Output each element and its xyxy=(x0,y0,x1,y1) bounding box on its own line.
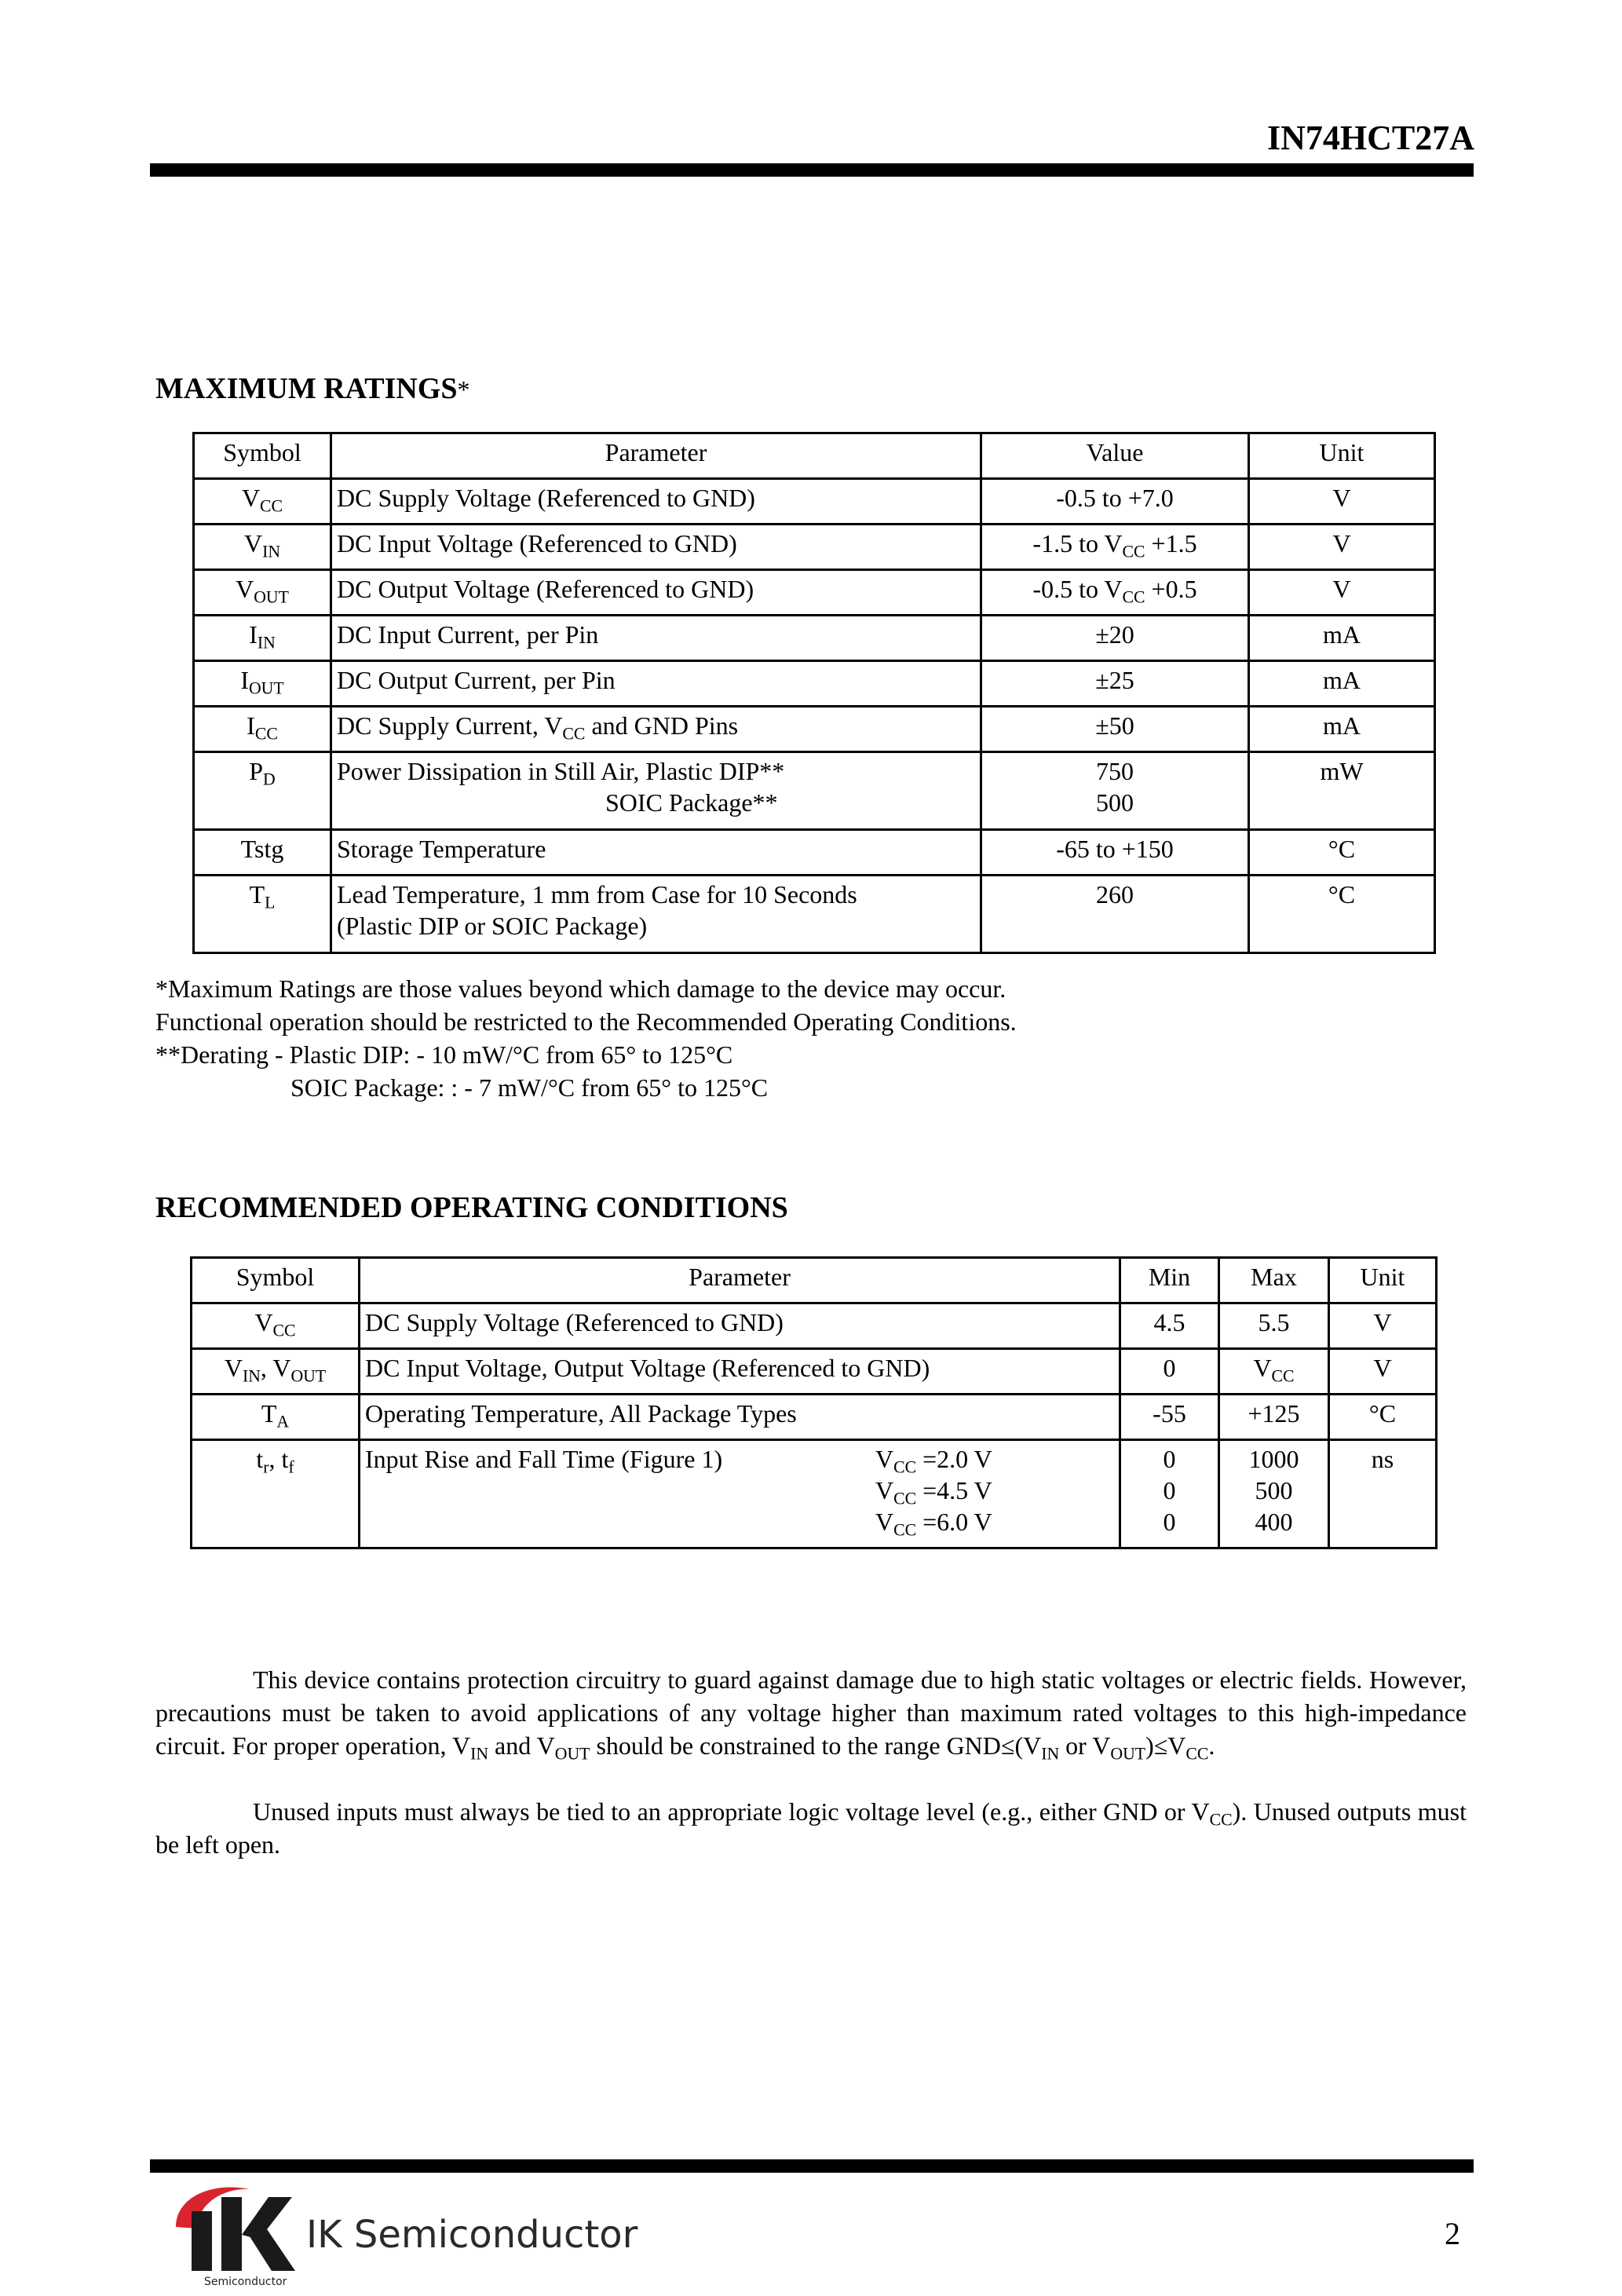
min-cell: 4.5 xyxy=(1120,1303,1219,1349)
recommended-conditions-title: RECOMMENDED OPERATING CONDITIONS xyxy=(155,1191,788,1224)
ik-logo-icon xyxy=(165,2180,306,2277)
value-cell: -1.5 to $V_{CC} +1.5$ xyxy=(981,525,1249,570)
logo-subtext: Semiconductor xyxy=(204,2276,287,2288)
symbol-cell: $V_{CC}$ xyxy=(194,479,331,525)
column-header: Min xyxy=(1120,1258,1219,1303)
derating-note-soic: SOIC Package: : - 7 mW/°C from 65° to 125°C xyxy=(290,1073,769,1102)
value-cell: -0.5 to +7.0 xyxy=(981,479,1249,525)
max-cell: 1000 500 400 xyxy=(1219,1440,1329,1548)
symbol-cell: $I_{OUT}$ xyxy=(194,661,331,707)
table-row xyxy=(194,616,1435,661)
value-cell: ±20 xyxy=(981,616,1249,661)
max-ratings-title-mark: * xyxy=(457,375,470,404)
unit-cell: °C xyxy=(1249,830,1435,876)
column-header: Parameter xyxy=(360,1258,1120,1303)
symbol-cell: $I_{IN}$ xyxy=(194,616,331,661)
unit-cell: V xyxy=(1329,1303,1437,1349)
column-header: Symbol xyxy=(192,1258,360,1303)
unit-cell: mA xyxy=(1249,707,1435,752)
logo-wordmark: IK Semiconductor xyxy=(306,2213,638,2257)
table-row xyxy=(194,525,1435,570)
max-cell: +125 xyxy=(1219,1395,1329,1440)
table-row xyxy=(194,876,1435,953)
table-header-row xyxy=(194,433,1435,479)
recommended-conditions-table xyxy=(190,1256,1438,1549)
table-row xyxy=(194,752,1435,830)
symbol-cell: $T_A$ xyxy=(192,1395,360,1440)
value-cell: 750 500 xyxy=(981,752,1249,830)
unit-cell: mW xyxy=(1249,752,1435,830)
unit-cell: V xyxy=(1249,570,1435,616)
parameter-cell: DC Output Current, per Pin xyxy=(331,661,981,707)
parameter-cell: Storage Temperature xyxy=(331,830,981,876)
table-row xyxy=(192,1303,1437,1349)
symbol-cell: $V_{IN}$ xyxy=(194,525,331,570)
parameter-cell: Power Dissipation in Still Air, Plastic DIP** SOIC Package** xyxy=(331,752,981,830)
table-row xyxy=(194,830,1435,876)
ik-semiconductor-logo xyxy=(165,2180,638,2296)
min-cell: 0 0 0 xyxy=(1120,1440,1219,1548)
symbol-cell: $t_r$, $t_f$ xyxy=(192,1440,360,1548)
parameter-cell: DC Input Current, per Pin xyxy=(331,616,981,661)
parameter-cell: Input Rise and Fall Time (Figure 1) $V_{CC} =2.0$ V $V_{CC} =4.5$ V $V_{CC} =6.0$ V xyxy=(360,1440,1120,1548)
max-ratings-title xyxy=(155,370,470,408)
footer-rule xyxy=(150,2159,1474,2173)
value-cell: ±25 xyxy=(981,661,1249,707)
derating-note: **Derating - Plastic DIP: - 10 mW/°C from 65° to 125°C xyxy=(155,1040,733,1069)
symbol-cell: $V_{IN}$, $V_{OUT}$ xyxy=(192,1349,360,1395)
column-header: Symbol xyxy=(194,433,331,479)
table-row xyxy=(194,570,1435,616)
column-header: Unit xyxy=(1329,1258,1437,1303)
column-header: Value xyxy=(981,433,1249,479)
part-number: IN74HCT27A xyxy=(1266,119,1474,157)
column-header: Unit xyxy=(1249,433,1435,479)
symbol-cell: $V_{CC}$ xyxy=(192,1303,360,1349)
page-number: 2 xyxy=(1445,2216,1460,2251)
unused-inputs-paragraph: Unused inputs must always be tied to an appropriate logic voltage level (e.g., either GND or $V_{CC}$). Unused outputs must be left open. xyxy=(155,1797,1467,1859)
unit-cell: °C xyxy=(1329,1395,1437,1440)
parameter-cell: DC Input Voltage (Referenced to GND) xyxy=(331,525,981,570)
parameter-cell: Operating Temperature, All Package Types xyxy=(360,1395,1120,1440)
parameter-cell: DC Supply Voltage (Referenced to GND) xyxy=(331,479,981,525)
symbol-cell: $I_{CC}$ xyxy=(194,707,331,752)
unit-cell: ns xyxy=(1329,1440,1437,1548)
unit-cell: mA xyxy=(1249,661,1435,707)
min-cell: -55 xyxy=(1120,1395,1219,1440)
max-cell: 5.5 xyxy=(1219,1303,1329,1349)
column-header: Parameter xyxy=(331,433,981,479)
logo-k-lower-arm xyxy=(247,2227,295,2271)
table-row xyxy=(194,707,1435,752)
unit-cell: V xyxy=(1329,1349,1437,1395)
value-cell: 260 xyxy=(981,876,1249,953)
unit-cell: mA xyxy=(1249,616,1435,661)
protection-paragraph: This device contains protection circuitry to guard against damage due to high static voltages or electric fields. However, precautions must be taken to avoid applications of any voltage higher than maximum rated voltages to this high-impedance circuit. For proper operation, $V_{IN}$ and $V_{OUT}$ should be constrained to the range $GND\le(V_{IN}$ or $V_{OUT})\le V_{CC}$. xyxy=(155,1665,1467,1764)
unit-cell: V xyxy=(1249,525,1435,570)
condition-line: $V_{CC} =2.0$ V xyxy=(875,1445,992,1477)
table-row xyxy=(194,479,1435,525)
value-cell: -0.5 to $V_{CC} +0.5$ xyxy=(981,570,1249,616)
table-row xyxy=(192,1440,1437,1548)
condition-line: $V_{CC} =4.5$ V xyxy=(875,1476,992,1508)
unit-cell: °C xyxy=(1249,876,1435,953)
symbol-cell: $T_L$ xyxy=(194,876,331,953)
value-cell: ±50 xyxy=(981,707,1249,752)
symbol-cell: Tstg xyxy=(194,830,331,876)
symbol-cell: $V_{OUT}$ xyxy=(194,570,331,616)
table-row xyxy=(192,1395,1437,1440)
parameter-cell: DC Supply Current, $V_{CC}$ and GND Pins xyxy=(331,707,981,752)
value-cell: -65 to +150 xyxy=(981,830,1249,876)
table-row xyxy=(194,661,1435,707)
max-cell: $V_{CC}$ xyxy=(1219,1349,1329,1395)
unit-cell: V xyxy=(1249,479,1435,525)
max-ratings-table xyxy=(192,432,1436,954)
table-row xyxy=(192,1349,1437,1395)
parameter-cell: Lead Temperature, 1 mm from Case for 10 Seconds (Plastic DIP or SOIC Package) xyxy=(331,876,981,953)
max-ratings-note: Functional operation should be restricted to the Recommended Operating Conditions. xyxy=(155,1007,1017,1036)
max-ratings-title-text: MAXIMUM RATINGS xyxy=(155,372,458,405)
parameter-cell: DC Output Voltage (Referenced to GND) xyxy=(331,570,981,616)
parameter-cell: DC Input Voltage, Output Voltage (Referenced to GND) xyxy=(360,1349,1120,1395)
logo-k-stem xyxy=(221,2197,242,2271)
condition-line: $V_{CC} =6.0$ V xyxy=(875,1508,992,1540)
min-cell: 0 xyxy=(1120,1349,1219,1395)
header-rule xyxy=(150,163,1474,177)
logo-i-bar xyxy=(192,2211,212,2271)
parameter-cell: DC Supply Voltage (Referenced to GND) xyxy=(360,1303,1120,1349)
symbol-cell: $P_D$ xyxy=(194,752,331,830)
max-ratings-note: *Maximum Ratings are those values beyond which damage to the device may occur. xyxy=(155,974,1006,1003)
column-header: Max xyxy=(1219,1258,1329,1303)
table-header-row xyxy=(192,1258,1437,1303)
